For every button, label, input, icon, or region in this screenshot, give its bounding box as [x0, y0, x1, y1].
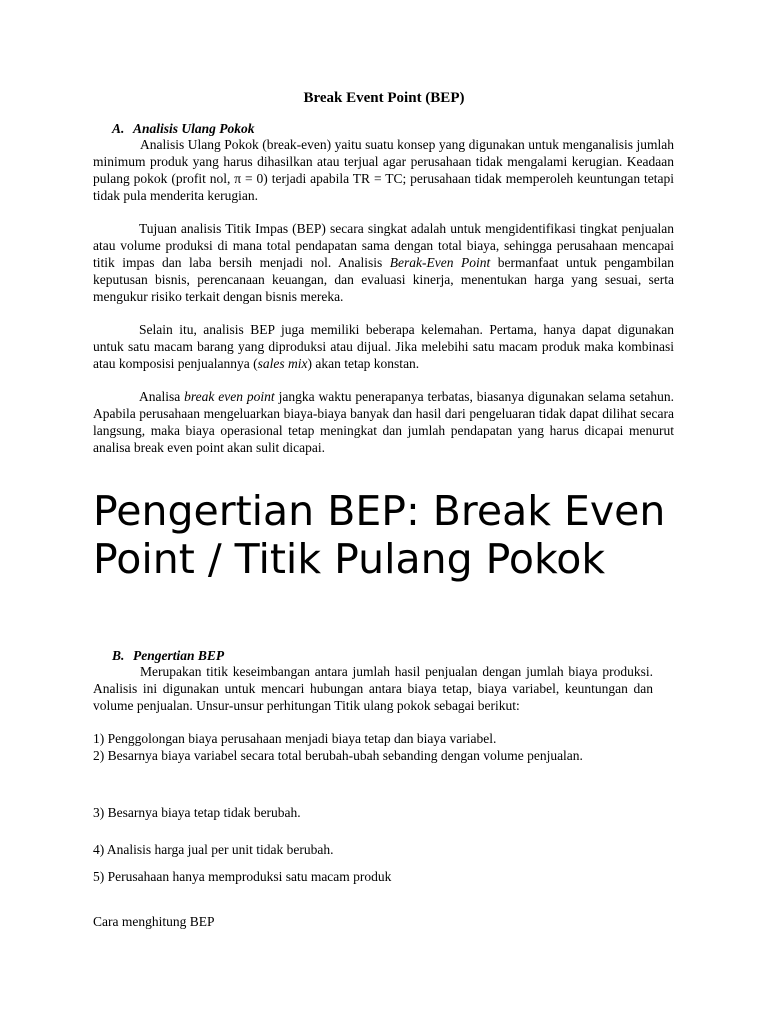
emphasis-text: break even point: [184, 389, 275, 404]
section-b-heading: [112, 647, 224, 664]
paragraph-text: Selain itu, analisis BEP juga memiliki beberapa kelemahan. Pertama, hanya dapat digunakan untuk satu macam barang yang diproduksi atau dijual. Jika melebihi satu macam produk maka kombinasi atau komposisi penjualannya (: [93, 322, 674, 371]
emphasis-text: sales mix: [257, 356, 308, 371]
paragraph-text: bermanfaat untuk pengambilan keputusan bisnis, perencanaan keuangan, dan evaluasi kinerja, menentukan harga yang sesuai, serta mengukur risiko terkait dengan bisnis mereka.: [93, 255, 674, 304]
list-item: 4) Analisis harga jual per unit tidak berubah.: [93, 842, 334, 857]
section-a-paragraph-3: [93, 321, 674, 372]
section-a-paragraph-4: [93, 388, 674, 456]
paragraph-text: jangka waktu penerapanya terbatas, biasanya digunakan selama setahun. Apabila perusahaan mengeluarkan biaya-biaya banyak dan hasil dari pengeluaran tidak dapat dilihat secara langsung, maka biaya operasional tetap meningkat dan jumlah pendapatan yang harus dicapai menurut analisa break even point akan sulit dicapai.: [93, 389, 675, 455]
section-b-title: Pengertian BEP: [133, 648, 225, 663]
paragraph-text: ) akan tetap konstan.: [307, 356, 420, 371]
section-b-paragraph-1: [93, 663, 653, 714]
emphasis-text: Berak-Even Point: [389, 255, 491, 270]
paragraph-text: Tujuan analisis Titik Impas (BEP) secara singkat adalah untuk mengidentifikasi tingkat penjualan atau volume produksi di mana total pendapatan sama dengan total biaya, sehingga perusahaan mencapai titik impas dan laba bersih menjadi nol. Analisis: [93, 221, 674, 270]
list-item: 2) Besarnya biaya variabel secara total berubah-ubah sebanding dengan volume penjualan.: [93, 748, 583, 763]
list-item: 1) Penggolongan biaya perusahaan menjadi biaya tetap dan biaya variabel.: [93, 731, 497, 746]
section-a-paragraph-2: [93, 220, 674, 305]
section-b-number: B.: [112, 648, 125, 663]
paragraph-text: Merupakan titik keseimbangan antara jumlah hasil penjualan dengan jumlah biaya produksi. Analisis ini digunakan untuk mencari hubungan antara biaya tetap, biaya variabel, keuntungan dan volume penjualan. Unsur-unsur perhitungan Titik ulang pokok sebagai berikut:: [93, 664, 653, 713]
section-a-number: A.: [112, 121, 125, 136]
footer-text: Cara menghitung BEP: [93, 914, 215, 929]
list-item: 5) Perusahaan hanya memproduksi satu macam produk: [93, 869, 392, 884]
document-title: Break Event Point (BEP): [303, 90, 465, 106]
paragraph-text: Analisis Ulang Pokok (break-even) yaitu suatu konsep yang digunakan untuk menganalisis jumlah minimum produk yang harus dihasilkan atau terjual agar perusahaan tidak mengalami kerugian. Keadaan pulang pokok (profit nol, π = 0) terjadi apabila TR = TC; perusahaan tidak memperoleh keuntungan tetapi tidak pula menderita kerugian.: [93, 137, 674, 203]
list-item: 3) Besarnya biaya tetap tidak berubah.: [93, 805, 301, 820]
section-a-paragraph-1: [93, 136, 674, 204]
section-a-heading: [112, 120, 255, 137]
paragraph-text: Analisa: [139, 389, 185, 404]
section-a-title: Analisis Ulang Pokok: [133, 121, 255, 136]
big-heading: Pengertian BEP: Break Even Point / Titik Pulang Pokok: [93, 487, 666, 583]
